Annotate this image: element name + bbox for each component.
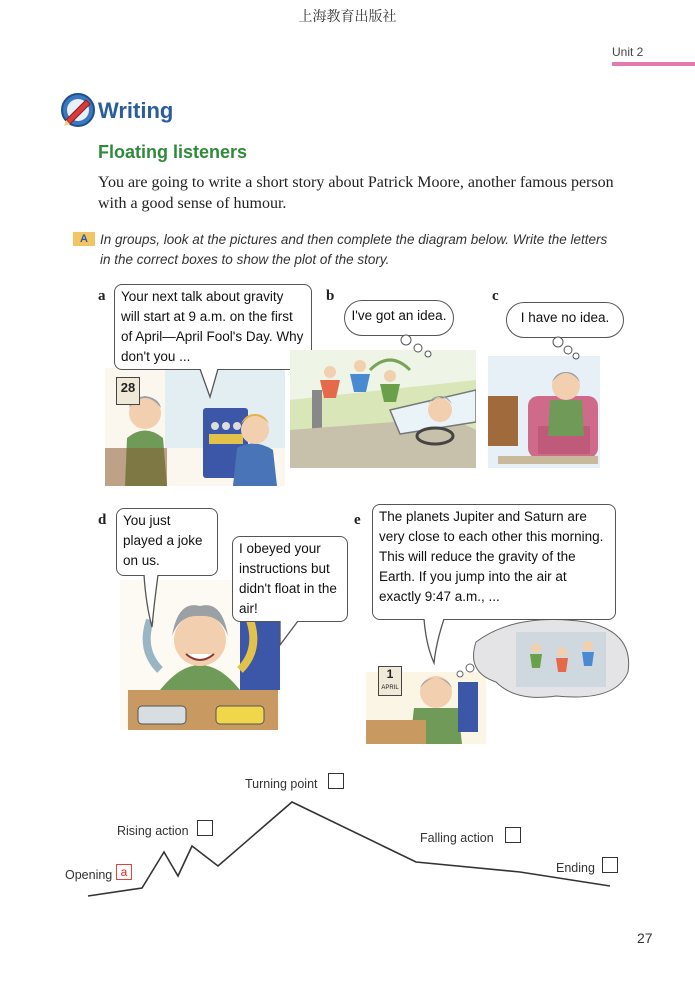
thought-dots-c	[548, 336, 588, 360]
section-title: Writing	[98, 98, 174, 123]
thought-cloud-b: I've got an idea.	[344, 300, 454, 336]
task-instruction: In groups, look at the pictures and then complete the diagram below. Write the letters in the correct boxes to show the plot of the story.	[100, 232, 608, 267]
picture-c-illustration	[488, 356, 600, 468]
plot-label-turning: Turning point	[245, 777, 318, 791]
speech-bubble-e: The planets Jupiter and Saturn are very close to each other this morning. This will reduce the gravity of the Earth. If you jump into the air at exactly 9:47 a.m., ...	[372, 504, 616, 620]
thought-cloud-c: I have no idea.	[506, 302, 624, 338]
picture-letter-b: b	[326, 288, 335, 304]
section-subtitle: Floating listeners	[98, 142, 248, 162]
calendar-april-1	[378, 666, 402, 696]
plot-box-ending[interactable]	[602, 857, 618, 873]
plot-box-opening[interactable]: a	[116, 864, 132, 880]
page-number: 27	[637, 930, 653, 946]
plot-box-rising[interactable]	[197, 820, 213, 836]
picture-letter-c: c	[492, 288, 499, 304]
plot-label-ending: Ending	[556, 861, 595, 875]
unit-label: Unit 2	[612, 45, 644, 59]
bubble-tail-e	[420, 619, 450, 665]
plot-label-opening: Opening	[65, 868, 113, 882]
task-badge: A	[73, 232, 95, 246]
pencil-circle-icon	[60, 92, 96, 128]
picture-e-illustration	[366, 612, 634, 744]
speech-bubble-d2: I obeyed your instructions but didn't float in the air!	[232, 536, 348, 622]
calendar-month: APRIL	[381, 685, 399, 691]
bubble-tail-a	[198, 369, 222, 399]
picture-b-illustration	[290, 350, 476, 468]
speech-bubble-d1: You just played a joke on us.	[116, 508, 218, 576]
plot-line	[80, 790, 620, 910]
plot-box-falling[interactable]	[505, 827, 521, 843]
plot-label-falling: Falling action	[420, 831, 494, 845]
calendar-day: 1	[386, 667, 394, 681]
publisher-name: 上海教育出版社	[298, 9, 397, 25]
plot-label-rising: Rising action	[117, 824, 189, 838]
unit-bar	[612, 62, 695, 66]
calendar-28	[116, 377, 140, 405]
picture-letter-e: e	[354, 512, 361, 528]
bubble-tail-d2	[276, 621, 304, 647]
thought-dots-b	[398, 334, 438, 358]
picture-letter-a: a	[98, 288, 106, 304]
intro-text: You are going to write a short story about Patrick Moore, another famous person with a good sense of humour.	[98, 174, 614, 212]
bubble-tail-d1	[140, 575, 164, 629]
calendar-day: 28	[120, 380, 136, 395]
plot-box-turning[interactable]	[328, 773, 344, 789]
speech-bubble-a: Your next talk about gravity will start at 9 a.m. on the first of April—April Fool's Day. Why don't you ...	[114, 284, 312, 370]
picture-letter-d: d	[98, 512, 107, 528]
